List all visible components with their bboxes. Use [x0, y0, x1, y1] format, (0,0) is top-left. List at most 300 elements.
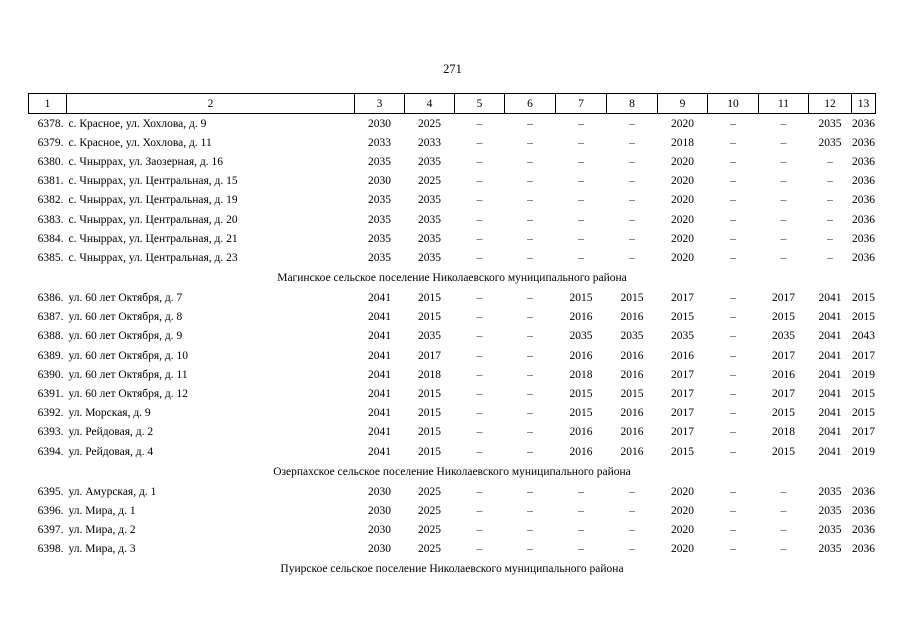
year-cell: –: [476, 407, 483, 420]
year-cell: 2015: [620, 292, 644, 305]
year-cell: 2036: [852, 194, 875, 207]
header-cell: 1: [29, 94, 67, 114]
table-row: [29, 540, 876, 559]
address-cell: с. Чныррах, ул. Центральная, д. 20: [68, 213, 238, 226]
year-cell: 2030: [368, 504, 391, 517]
address-cell: ул. Рейдовая, д. 2: [68, 426, 154, 439]
year-cell: 2030: [368, 175, 391, 188]
table-row: [29, 191, 876, 210]
year-cell: –: [827, 175, 833, 188]
address-cell: ул. 60 лет Октября, д. 7: [68, 292, 183, 305]
registry-table: [28, 93, 876, 580]
year-cell: 2035: [818, 136, 842, 149]
header-cell: 5: [455, 94, 505, 114]
address-cell: ул. Морская, д. 9: [68, 407, 151, 420]
year-cell: 2030: [368, 485, 391, 498]
year-cell: 2041: [818, 388, 842, 401]
table-row: [29, 210, 876, 229]
year-cell: 2041: [368, 330, 391, 343]
year-cell: 2036: [852, 251, 875, 264]
year-cell: 2020: [671, 194, 694, 207]
year-cell: 2025: [418, 175, 441, 188]
year-cell: –: [730, 485, 736, 498]
year-cell: 2030: [368, 117, 391, 130]
year-cell: –: [527, 213, 533, 226]
year-cell: 2041: [368, 426, 391, 439]
year-cell: 2036: [852, 136, 875, 149]
year-cell: –: [476, 136, 483, 149]
year-cell: 2020: [671, 232, 694, 245]
year-cell: –: [730, 388, 736, 401]
year-cell: 2035: [671, 330, 694, 343]
year-cell: –: [476, 213, 483, 226]
table-row: [29, 248, 876, 267]
year-cell: –: [730, 251, 736, 264]
year-cell: –: [730, 155, 736, 168]
year-cell: 2015: [671, 445, 694, 458]
address-cell: ул. 60 лет Октября, д. 12: [68, 388, 188, 401]
year-cell: –: [527, 311, 533, 324]
year-cell: 2016: [620, 445, 644, 458]
year-cell: –: [780, 136, 787, 149]
address-cell: ул. Рейдовая, д. 4: [68, 445, 154, 458]
year-cell: 2015: [852, 311, 875, 324]
year-cell: –: [578, 117, 584, 130]
year-cell: 2041: [818, 368, 842, 381]
year-cell: –: [578, 251, 584, 264]
header-cell: 11: [759, 94, 809, 114]
address-cell: ул. 60 лет Октября, д. 11: [68, 368, 188, 381]
header-cell: 8: [607, 94, 658, 114]
year-cell: –: [578, 543, 584, 556]
year-cell: 2015: [418, 292, 441, 305]
year-cell: 2036: [852, 155, 875, 168]
year-cell: –: [578, 194, 584, 207]
year-cell: 2020: [671, 213, 694, 226]
year-cell: 2016: [620, 311, 644, 324]
year-cell: –: [527, 155, 533, 168]
year-cell: –: [780, 175, 787, 188]
year-cell: –: [476, 504, 483, 517]
year-cell: 2035: [569, 330, 593, 343]
year-cell: –: [527, 368, 533, 381]
table-row: [29, 114, 876, 134]
year-cell: –: [827, 251, 833, 264]
year-cell: 2019: [852, 368, 875, 381]
year-cell: 2016: [569, 349, 593, 362]
table-row: [29, 229, 876, 248]
table-row: [29, 289, 876, 308]
table-row: [29, 327, 876, 346]
address-cell: ул. Мира, д. 2: [68, 524, 136, 537]
table-row: [29, 442, 876, 461]
row-number: 6392.: [37, 407, 64, 420]
header-cell: 7: [556, 94, 607, 114]
year-cell: –: [527, 251, 533, 264]
table-row: [29, 501, 876, 520]
year-cell: 2015: [418, 426, 441, 439]
address-cell: ул. Мира, д. 3: [68, 543, 136, 556]
year-cell: –: [780, 213, 787, 226]
year-cell: –: [629, 194, 635, 207]
row-number: 6380.: [37, 155, 64, 168]
year-cell: 2035: [418, 194, 441, 207]
year-cell: 2015: [569, 407, 593, 420]
year-cell: –: [827, 232, 833, 245]
year-cell: 2015: [418, 407, 441, 420]
year-cell: 2016: [569, 311, 593, 324]
address-cell: ул. 60 лет Октября, д. 9: [68, 330, 183, 343]
year-cell: 2017: [772, 292, 795, 305]
year-cell: 2036: [852, 485, 875, 498]
row-number: 6396.: [37, 504, 64, 517]
header-cell: 4: [405, 94, 455, 114]
row-number: 6397.: [37, 524, 64, 537]
address-cell: с. Чныррах, ул. Центральная, д. 21: [68, 232, 238, 245]
year-cell: 2035: [418, 155, 441, 168]
year-cell: –: [476, 292, 483, 305]
header-row: [29, 94, 876, 114]
year-cell: 2041: [368, 388, 391, 401]
year-cell: 2017: [671, 388, 694, 401]
year-cell: 2016: [620, 349, 644, 362]
year-cell: –: [527, 349, 533, 362]
year-cell: 2025: [418, 117, 441, 130]
year-cell: 2035: [418, 213, 441, 226]
year-cell: –: [476, 194, 483, 207]
year-cell: –: [629, 524, 635, 537]
row-number: 6385.: [37, 251, 64, 264]
year-cell: –: [780, 504, 787, 517]
year-cell: –: [476, 349, 483, 362]
section-heading-row: [29, 461, 876, 482]
year-cell: –: [629, 117, 635, 130]
year-cell: –: [578, 232, 584, 245]
year-cell: 2036: [852, 117, 875, 130]
table-row: [29, 384, 876, 403]
year-cell: 2035: [368, 251, 391, 264]
year-cell: –: [730, 368, 736, 381]
row-number: 6390.: [37, 368, 64, 381]
year-cell: –: [476, 368, 483, 381]
year-cell: –: [780, 543, 787, 556]
year-cell: 2041: [818, 349, 842, 362]
page-number: 271: [443, 62, 462, 76]
row-number: 6378.: [37, 117, 64, 130]
year-cell: 2016: [569, 445, 593, 458]
year-cell: –: [527, 407, 533, 420]
year-cell: 2015: [671, 311, 694, 324]
year-cell: –: [476, 251, 483, 264]
year-cell: 2025: [418, 543, 441, 556]
year-cell: 2041: [818, 330, 842, 343]
row-number: 6383.: [37, 213, 64, 226]
year-cell: –: [730, 330, 736, 343]
table-row: [29, 346, 876, 365]
address-cell: с. Чныррах, ул. Центральная, д. 23: [68, 251, 238, 264]
year-cell: 2017: [671, 368, 694, 381]
row-number: 6381.: [37, 175, 64, 188]
year-cell: –: [476, 485, 483, 498]
year-cell: –: [730, 543, 736, 556]
table-row: [29, 172, 876, 191]
year-cell: 2015: [418, 311, 441, 324]
year-cell: –: [476, 426, 483, 439]
year-cell: –: [476, 155, 483, 168]
year-cell: –: [629, 543, 635, 556]
table-row: [29, 482, 876, 501]
row-number: 6398.: [37, 543, 64, 556]
year-cell: 2035: [620, 330, 644, 343]
year-cell: 2017: [418, 349, 441, 362]
row-number: 6393.: [37, 426, 64, 439]
year-cell: 2035: [418, 251, 441, 264]
year-cell: 2035: [418, 330, 441, 343]
year-cell: 2015: [852, 292, 875, 305]
year-cell: –: [730, 292, 736, 305]
year-cell: 2016: [569, 426, 593, 439]
address-cell: ул. 60 лет Октября, д. 10: [68, 349, 188, 362]
year-cell: –: [730, 213, 736, 226]
year-cell: –: [629, 155, 635, 168]
year-cell: –: [827, 213, 833, 226]
year-cell: 2019: [852, 445, 875, 458]
year-cell: 2020: [671, 175, 694, 188]
year-cell: –: [527, 232, 533, 245]
year-cell: –: [476, 388, 483, 401]
year-cell: 2016: [620, 368, 644, 381]
table-body: [29, 114, 876, 580]
year-cell: –: [578, 485, 584, 498]
year-cell: –: [730, 194, 736, 207]
year-cell: 2036: [852, 524, 875, 537]
row-number: 6389.: [37, 349, 64, 362]
year-cell: –: [780, 251, 787, 264]
year-cell: 2020: [671, 543, 694, 556]
year-cell: 2036: [852, 213, 875, 226]
year-cell: –: [629, 175, 635, 188]
year-cell: 2036: [852, 543, 875, 556]
year-cell: 2035: [818, 485, 842, 498]
year-cell: 2035: [418, 232, 441, 245]
year-cell: –: [730, 311, 736, 324]
year-cell: 2020: [671, 155, 694, 168]
year-cell: 2030: [368, 543, 391, 556]
year-cell: –: [578, 175, 584, 188]
year-cell: 2017: [671, 292, 694, 305]
year-cell: 2015: [772, 311, 795, 324]
year-cell: 2017: [772, 388, 795, 401]
year-cell: –: [629, 136, 635, 149]
year-cell: 2015: [569, 388, 593, 401]
year-cell: 2016: [620, 407, 644, 420]
row-number: 6394.: [37, 445, 64, 458]
table-row: [29, 308, 876, 327]
year-cell: 2017: [772, 349, 795, 362]
year-cell: 2041: [818, 292, 842, 305]
table-row: [29, 521, 876, 540]
section-heading: Озерпахское сельское поселение Николаевского муниципального района: [273, 465, 631, 478]
year-cell: –: [476, 311, 483, 324]
section-heading: Магинское сельское поселение Николаевского муниципального района: [277, 272, 627, 284]
year-cell: 2033: [368, 136, 391, 149]
year-cell: 2025: [418, 524, 441, 537]
year-cell: –: [780, 194, 787, 207]
year-cell: 2035: [368, 194, 391, 207]
year-cell: 2017: [671, 407, 694, 420]
year-cell: 2017: [852, 349, 875, 362]
year-cell: 2035: [368, 213, 391, 226]
table-row: [29, 423, 876, 442]
year-cell: 2036: [852, 232, 875, 245]
address-cell: с. Красное, ул. Хохлова, д. 11: [68, 136, 212, 149]
year-cell: 2033: [418, 136, 441, 149]
year-cell: 2015: [852, 407, 875, 420]
row-number: 6379.: [37, 136, 64, 149]
year-cell: –: [476, 445, 483, 458]
year-cell: 2041: [818, 311, 842, 324]
year-cell: 2035: [818, 543, 842, 556]
year-cell: –: [730, 426, 736, 439]
year-cell: 2015: [569, 292, 593, 305]
year-cell: –: [730, 232, 736, 245]
year-cell: –: [527, 117, 533, 130]
year-cell: –: [780, 524, 787, 537]
row-number: 6395.: [37, 485, 64, 498]
year-cell: 2015: [418, 388, 441, 401]
year-cell: 2035: [818, 524, 842, 537]
year-cell: 2041: [368, 311, 391, 324]
year-cell: 2015: [852, 388, 875, 401]
year-cell: –: [730, 445, 736, 458]
row-number: 6386.: [37, 292, 64, 305]
year-cell: 2041: [818, 445, 842, 458]
year-cell: 2041: [368, 368, 391, 381]
year-cell: 2035: [772, 330, 795, 343]
year-cell: –: [476, 175, 483, 188]
year-cell: –: [780, 485, 787, 498]
year-cell: 2025: [418, 504, 441, 517]
address-cell: с. Чныррах, ул. Заозерная, д. 16: [68, 155, 223, 168]
row-number: 6387.: [37, 311, 64, 324]
year-cell: –: [527, 388, 533, 401]
year-cell: 2043: [852, 330, 875, 343]
year-cell: 2036: [852, 175, 875, 188]
row-number: 6384.: [37, 232, 64, 245]
address-cell: ул. Амурская, д. 1: [68, 485, 157, 498]
year-cell: –: [827, 155, 833, 168]
year-cell: –: [780, 232, 787, 245]
year-cell: –: [527, 445, 533, 458]
address-cell: с. Чныррах, ул. Центральная, д. 19: [68, 194, 238, 207]
year-cell: 2015: [772, 445, 795, 458]
year-cell: 2020: [671, 524, 694, 537]
year-cell: 2041: [368, 349, 391, 362]
year-cell: –: [730, 136, 736, 149]
year-cell: –: [629, 213, 635, 226]
header-cell: 6: [505, 94, 556, 114]
row-number: 6388.: [37, 330, 64, 343]
year-cell: –: [578, 155, 584, 168]
section-heading: Пуирское сельское поселение Николаевского муниципального района: [280, 563, 624, 576]
year-cell: 2035: [818, 117, 842, 130]
year-cell: –: [730, 175, 736, 188]
header-cell: 12: [809, 94, 852, 114]
year-cell: –: [629, 504, 635, 517]
year-cell: –: [827, 194, 833, 207]
year-cell: 2015: [772, 407, 795, 420]
year-cell: 2020: [671, 485, 694, 498]
year-cell: –: [730, 504, 736, 517]
year-cell: –: [527, 504, 533, 517]
year-cell: –: [578, 524, 584, 537]
year-cell: –: [730, 524, 736, 537]
year-cell: 2016: [671, 349, 694, 362]
address-cell: с. Красное, ул. Хохлова, д. 9: [68, 117, 207, 130]
section-heading-row: [29, 268, 876, 289]
row-number: 6382.: [37, 194, 64, 207]
year-cell: 2018: [671, 136, 694, 149]
year-cell: –: [629, 251, 635, 264]
year-cell: 2035: [368, 232, 391, 245]
year-cell: 2041: [368, 292, 391, 305]
header-cell: 10: [708, 94, 759, 114]
table-row: [29, 365, 876, 384]
row-number: 6391.: [37, 388, 64, 401]
year-cell: 2016: [772, 368, 795, 381]
year-cell: 2020: [671, 251, 694, 264]
year-cell: –: [578, 504, 584, 517]
year-cell: –: [730, 349, 736, 362]
year-cell: –: [780, 117, 787, 130]
year-cell: 2020: [671, 504, 694, 517]
table-row: [29, 404, 876, 423]
year-cell: –: [730, 117, 736, 130]
year-cell: –: [476, 117, 483, 130]
address-cell: с. Чныррах, ул. Центральная, д. 15: [68, 175, 238, 188]
year-cell: 2017: [671, 426, 694, 439]
year-cell: –: [527, 136, 533, 149]
year-cell: –: [476, 524, 483, 537]
header-cell: 3: [355, 94, 405, 114]
year-cell: –: [476, 330, 483, 343]
year-cell: –: [527, 292, 533, 305]
year-cell: –: [780, 155, 787, 168]
address-cell: ул. Мира, д. 1: [68, 504, 136, 517]
year-cell: –: [629, 485, 635, 498]
year-cell: 2030: [368, 524, 391, 537]
header-cell: 2: [67, 94, 355, 114]
year-cell: –: [527, 543, 533, 556]
year-cell: 2036: [852, 504, 875, 517]
year-cell: 2016: [620, 426, 644, 439]
header-cell: 13: [852, 94, 876, 114]
year-cell: –: [476, 232, 483, 245]
year-cell: –: [527, 194, 533, 207]
year-cell: –: [476, 543, 483, 556]
year-cell: –: [578, 136, 584, 149]
year-cell: 2018: [772, 426, 795, 439]
year-cell: 2041: [818, 407, 842, 420]
table-row: [29, 133, 876, 152]
year-cell: 2035: [368, 155, 391, 168]
year-cell: 2018: [569, 368, 593, 381]
year-cell: 2017: [852, 426, 875, 439]
year-cell: 2041: [368, 407, 391, 420]
year-cell: –: [527, 330, 533, 343]
year-cell: 2015: [418, 445, 441, 458]
year-cell: –: [578, 213, 584, 226]
